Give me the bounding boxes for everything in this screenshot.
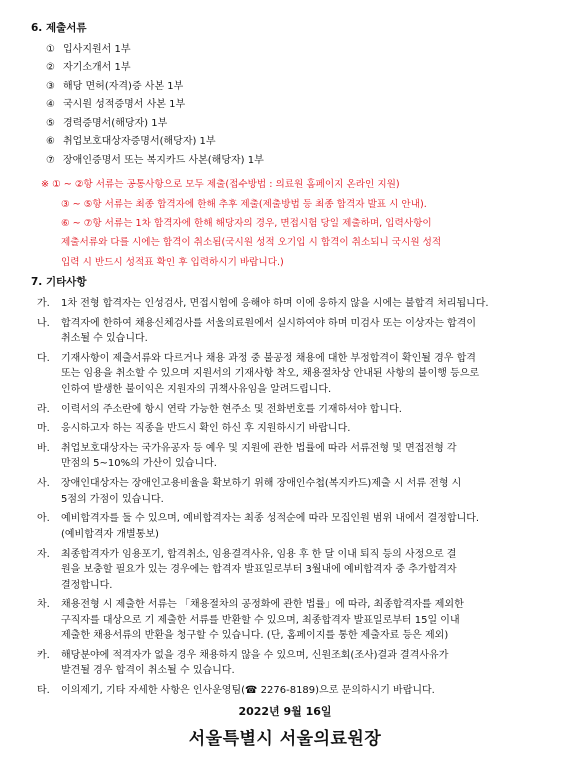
list-item: 아. 예비합격자를 둘 수 있으며, 예비합격자는 최종 성적순에 따라 모집인원 범위 내에서 결정합니다. (예비합격자 개별통보): [37, 513, 480, 540]
section-7-title: 7. 기타사항: [31, 276, 87, 288]
note-line: ※ ① ~ ②항 서류는 공통사항으로 모두 제출(접수방법 : 의료원 홈페이지 온라인 지원): [41, 179, 400, 191]
list-item: 바. 취업보호대상자는 국가유공자 등 예우 및 지원에 관한 법률에 따라 서류전형 및 면접전형 각 만점의 5~10%의 가산이 있습니다.: [37, 442, 457, 470]
note-line: 제출서류와 다를 시에는 합격이 취소됨(국시원 성적 오기입 시 합격이 취소되니 국시원 성적: [61, 237, 442, 249]
submission-notes: [41, 175, 546, 272]
list-item: 마. 응시하고자 하는 직종을 반드시 확인 하신 후 지원하시기 바랍니다.: [37, 423, 351, 435]
list-item: ③ 해당 면허(자격)증 사본 1부: [46, 80, 184, 92]
required-documents-list: [46, 40, 264, 170]
list-item: 라. 이력서의 주소란에 항시 연락 가능한 현주소 및 전화번호를 기재하셔야 합니다.: [37, 403, 402, 415]
note-line: ③ ~ ⑤항 서류는 최종 합격자에 한해 추후 제출(제출방법 등 최종 합격자 발표 시 안내).: [61, 198, 427, 210]
list-item: 나. 합격자에 한하여 채용신체검사를 서울의료원에서 실시하여야 하며 미검사 또는 이상자는 합격이 취소될 수 있습니다.: [37, 317, 477, 345]
list-item: 타. 이의제기, 기타 자세한 사항은 인사운영팀(☎ 2276-8189)으로 문의하시기 바랍니다.: [37, 685, 435, 697]
other-matters-list: [37, 296, 547, 703]
list-item: ⑦ 장애인증명서 또는 복지카드 사본(해당자) 1부: [46, 154, 264, 166]
list-item: 가. 1차 전형 합격자는 인성검사, 면접시험에 응해야 하며 이에 응하지 않을 시에는 불합격 처리됩니다.: [37, 298, 489, 309]
list-item: 자. 최종합격자가 임용포기, 합격취소, 임용결격사유, 임용 후 한 달 이내 퇴직 등의 사정으로 결 원을 보충할 필요가 있는 경우에는 합격자 발표일로부터 3월내에 예비합격자 중 추가합격자 결정합니다.: [37, 548, 457, 591]
list-item: ⑤ 경력증명서(해당자) 1부: [46, 117, 168, 129]
note-line: 입력 시 반드시 성적표 확인 후 입력하시기 바랍니다.): [61, 256, 284, 268]
list-item: ⑥ 취업보호대상자증명서(해당자) 1부: [46, 136, 216, 147]
list-item: ④ 국시원 성적증명서 사본 1부: [46, 99, 186, 110]
list-item: ① 입사지원서 1부: [46, 43, 131, 55]
list-item: 다. 기재사항이 제출서류와 다르거나 채용 과정 중 불공정 채용에 대한 부정합격이 확인될 경우 합격 또는 임용을 취소할 수 있으며 지원서의 기재사항 착오, 채용절차상 안내된 사항의 불이행 등으로 인하여 발생한 불이익은 지원자의 귀책사유임을 알려드립니다.: [37, 352, 480, 395]
list-item: 카. 해당분야에 적격자가 없을 경우 채용하지 않을 수 있으며, 신원조회(조사)결과 결격사유가 발견될 경우 합격이 취소될 수 있습니다.: [37, 649, 449, 677]
note-line: ⑥ ~ ⑦항 서류는 1차 합격자에 한해 해당자의 경우, 면접시험 당일 제출하며, 입력사항이: [61, 217, 432, 229]
issuer-name: 서울특별시 서울의료원장: [188, 729, 382, 749]
list-item: ② 자기소개서 1부: [46, 62, 131, 73]
section-6-title: 6. 제출서류: [31, 22, 87, 34]
list-item: 사. 장애인대상자는 장애인고용비율을 확보하기 위해 장애인수첩(복지카드)제출 시 서류 전형 시 5점의 가점이 있습니다.: [37, 478, 462, 505]
list-item: 차. 채용전형 시 제출한 서류는 「채용절차의 공정화에 관한 법률」에 따라, 최종합격자를 제외한 구직자를 대상으로 기 제출한 서류를 반환할 수 있으며, 최종합격자 발표일로부터 15일 이내 제출한 채용서류의 반환을 청구할 수 있습니다. (단, 홈페이지를 통한 제출자료 등은 제외): [37, 599, 464, 642]
announcement-date: 2022년 9월 16일: [238, 705, 332, 718]
